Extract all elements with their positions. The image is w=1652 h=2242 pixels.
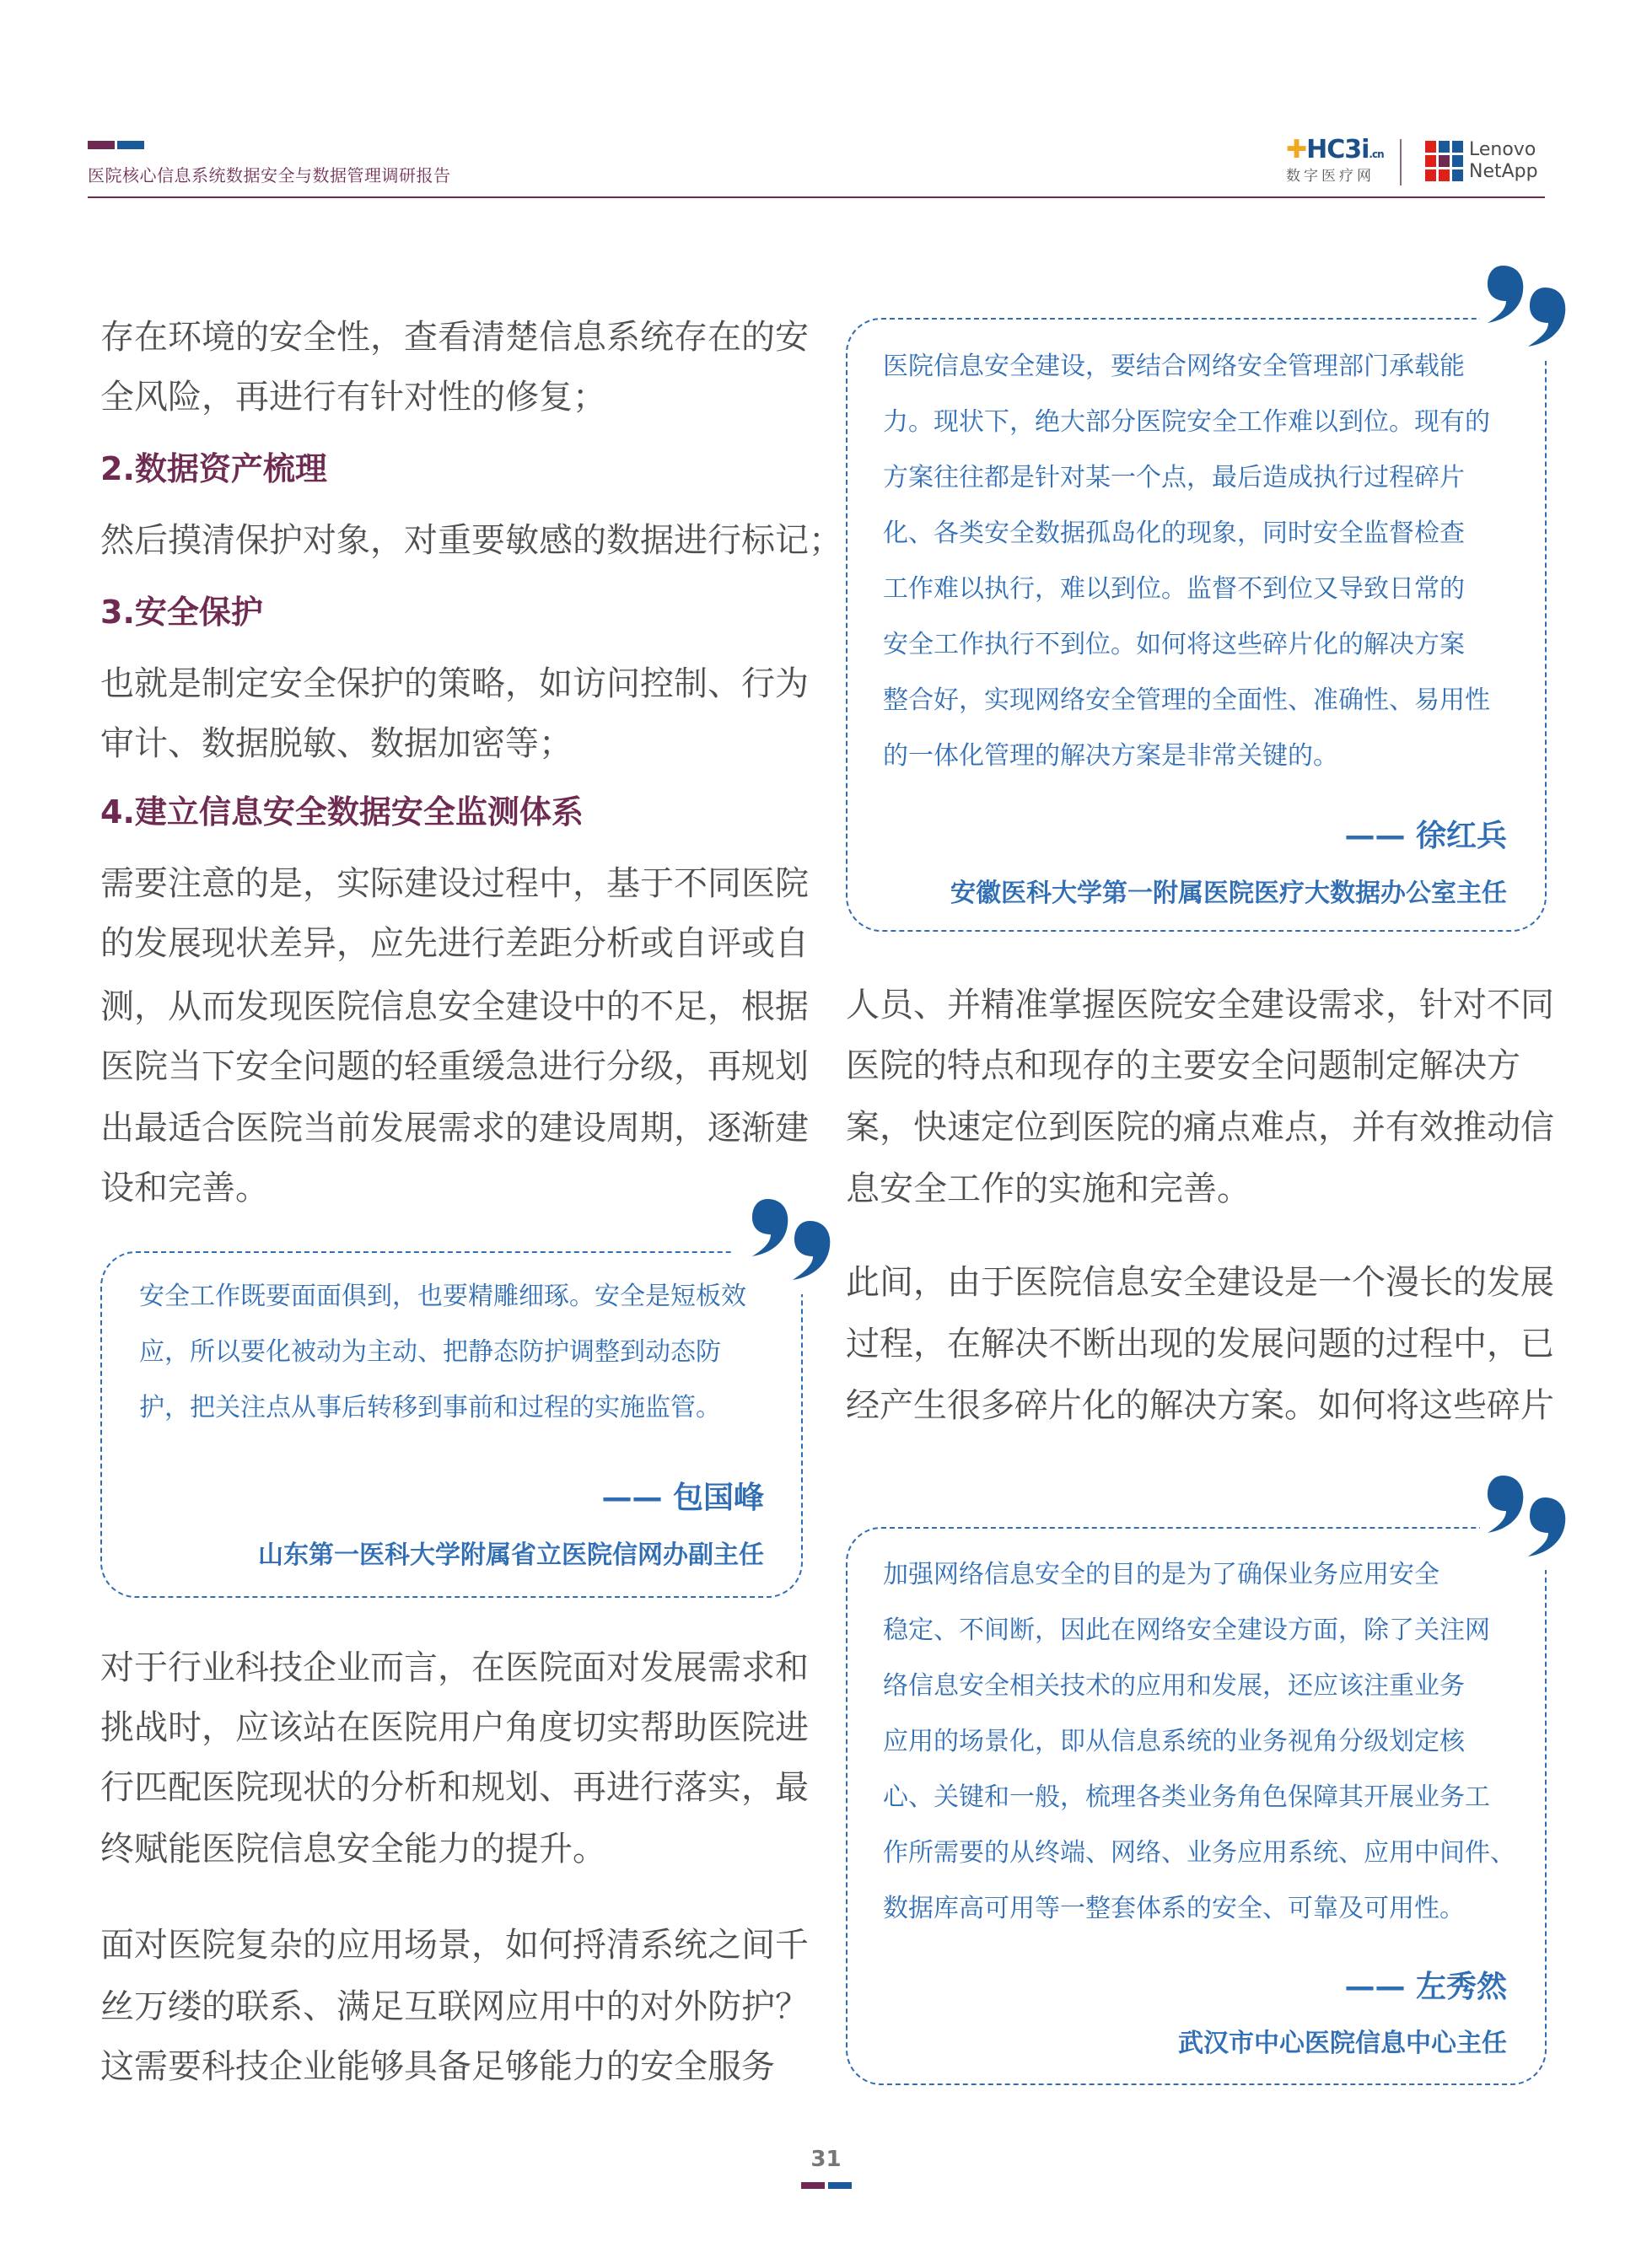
body-line: 需要注意的是，实际建设过程中，基于不同医院: [100, 864, 809, 903]
body-line: 的发展现状差异，应先进行差距分析或自评或自: [100, 924, 809, 963]
lenovo-netapp-grid-icon: [1425, 141, 1464, 183]
header-accent-bar-blue: [117, 141, 144, 149]
quote-text-line: 应用的场景化，即从信息系统的业务视角分级划定核: [883, 1727, 1465, 1756]
body-line: 挑战时，应该站在医院用户角度切实帮助医院进: [100, 1708, 809, 1747]
body-line: 人员、并精准掌握医院安全建设需求，针对不同: [846, 986, 1554, 1024]
body-line: 经产生很多碎片化的解决方案。如何将这些碎片: [846, 1386, 1554, 1425]
quote-organization: 安徽医科大学第一附属医院医疗大数据办公室主任: [950, 879, 1507, 908]
quote-text-line: 数据库高可用等一整套体系的安全、可靠及可用性。: [883, 1894, 1465, 1923]
hc3i-suffix: .cn: [1369, 148, 1384, 160]
quote-organization: 武汉市中心医院信息中心主任: [1178, 2029, 1507, 2058]
body-line: 审计、数据脱敏、数据加密等；: [100, 724, 573, 763]
quote-text-line: 方案往往都是针对某一个点，最后造成执行过程碎片: [883, 463, 1465, 492]
quote-author: —— 徐红兵: [1344, 819, 1507, 853]
quote-text-line: 医院信息安全建设，要结合网络安全管理部门承载能: [883, 352, 1465, 381]
hc3i-cross-icon: ✚: [1286, 135, 1307, 164]
body-line: 息安全工作的实施和完善。: [846, 1169, 1251, 1208]
footer-accent-bar-purple: [801, 2182, 825, 2189]
lenovo-text: Lenovo: [1469, 139, 1536, 160]
body-line: 设和完善。: [100, 1169, 269, 1207]
body-line: 全风险，再进行有针对性的修复；: [100, 378, 606, 417]
section-heading: 4.建立信息安全数据安全监测体系: [100, 793, 584, 831]
section-heading: 3.安全保护: [100, 594, 263, 631]
netapp-text: NetApp: [1469, 161, 1538, 182]
quote-text-line: 应，所以要化被动为主动、把静态防护调整到动态防: [139, 1337, 721, 1367]
body-line: 丝万缕的联系、满足互联网应用中的对外防护？: [100, 1987, 809, 2026]
body-line: 终赋能医院信息安全能力的提升。: [100, 1830, 606, 1868]
header-divider: [88, 196, 1545, 198]
quote-organization: 山东第一医科大学附属省立医院信网办副主任: [258, 1540, 764, 1570]
hc3i-subtitle: 数字医疗网: [1286, 168, 1375, 185]
header-accent-bar-purple: [88, 141, 115, 149]
quote-text-line: 整合好，实现网络安全管理的全面性、准确性、易用性: [883, 686, 1490, 715]
quote-author: —— 包国峰: [601, 1481, 764, 1515]
body-line: 测，从而发现医院信息安全建设中的不足，根据: [100, 987, 809, 1026]
quote-mark-icon: [742, 1197, 835, 1282]
body-line: 也就是制定安全保护的策略，如访问控制、行为: [100, 664, 809, 703]
quote-text-line: 力。现状下，绝大部分医院安全工作难以到位。现有的: [883, 407, 1490, 437]
body-line: 然后摸清保护对象，对重要敏感的数据进行标记；: [100, 521, 842, 560]
body-line: 对于行业科技企业而言，在医院面对发展需求和: [100, 1648, 809, 1687]
body-line: 面对医院复杂的应用场景，如何捋清系统之间千: [100, 1926, 809, 1965]
body-line: 过程，在解决不断出现的发展问题的过程中，已: [846, 1325, 1554, 1363]
quote-text-line: 安全工作既要面面俱到，也要精雕细琢。安全是短板效: [139, 1282, 746, 1311]
body-line: 这需要科技企业能够具备足够能力的安全服务: [100, 2047, 775, 2086]
lenovo-netapp-logo: [1425, 139, 1552, 185]
quote-text-line: 的一体化管理的解决方案是非常关键的。: [883, 741, 1338, 771]
quote-text-line: 加强网络信息安全的目的是为了确保业务应用安全: [883, 1560, 1439, 1589]
body-line: 行匹配医院现状的分析和规划、再进行落实，最: [100, 1768, 809, 1807]
body-line: 医院当下安全问题的轻重缓急进行分级，再规划: [100, 1047, 809, 1086]
quote-author: —— 左秀然: [1344, 1970, 1507, 2004]
hc3i-logo: [1286, 137, 1387, 188]
quote-text-line: 安全工作执行不到位。如何将这些碎片化的解决方案: [883, 630, 1465, 659]
body-line: 案，快速定位到医院的痛点难点，并有效推动信: [846, 1108, 1554, 1147]
hc3i-mark: HC3i: [1306, 135, 1369, 164]
section-heading: 2.数据资产梳理: [100, 450, 327, 487]
quote-text-line: 络信息安全相关技术的应用和发展，还应该注重业务: [883, 1671, 1465, 1701]
quote-text-line: 作所需要的从终端、网络、业务应用系统、应用中间件、: [883, 1838, 1515, 1868]
body-line: 出最适合医院当前发展需求的建设周期，逐渐建: [100, 1109, 809, 1148]
quote-text-line: 稳定、不间断，因此在网络安全建设方面，除了关注网: [883, 1616, 1490, 1645]
body-line: 医院的特点和现存的主要安全问题制定解决方: [846, 1046, 1520, 1085]
quote-text-line: 心、关键和一般，梳理各类业务角色保障其开展业务工: [883, 1782, 1490, 1812]
quote-mark-icon: [1477, 264, 1570, 348]
body-line: 存在环境的安全性，查看清楚信息系统存在的安: [100, 318, 809, 357]
quote-mark-icon: [1477, 1474, 1570, 1558]
quote-text-line: 工作难以执行，难以到位。监督不到位又导致日常的: [883, 574, 1465, 604]
body-line: 此间，由于医院信息安全建设是一个漫长的发展: [846, 1263, 1554, 1302]
quote-text-line: 护，把关注点从事后转移到事前和过程的实施监管。: [139, 1393, 721, 1422]
logo-divider: [1400, 139, 1402, 185]
report-title: 医院核心信息系统数据安全与数据管理调研报告: [88, 165, 451, 185]
quote-text-line: 化、各类安全数据孤岛化的现象，同时安全监督检查: [883, 519, 1465, 548]
footer-accent-bar-blue: [828, 2182, 852, 2189]
page-number: 31: [810, 2147, 842, 2172]
